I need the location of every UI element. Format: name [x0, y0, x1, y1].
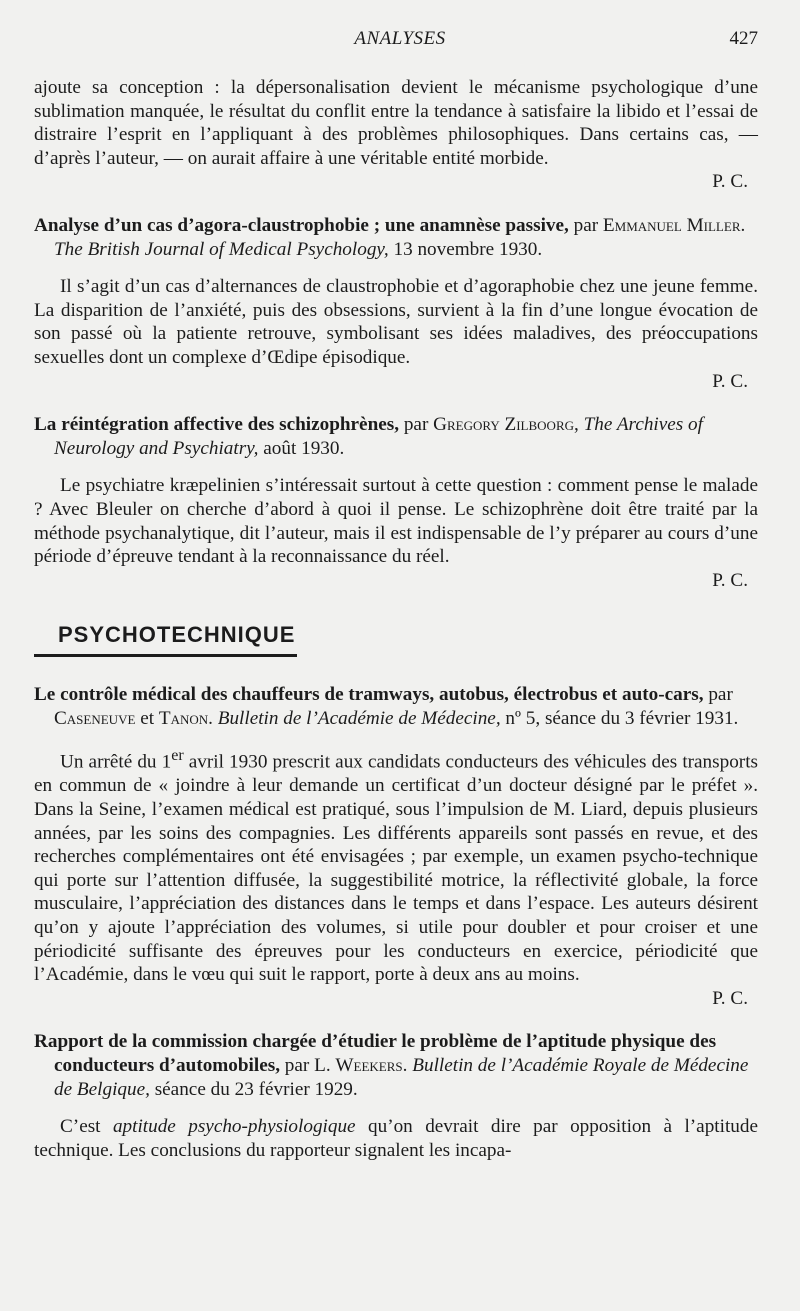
- entry-author-2: Tanon: [158, 707, 209, 729]
- entry-journal: The Archives of Neurology and Psychiatry,: [54, 414, 703, 459]
- entry-body: [34, 744, 758, 1010]
- signature: P. C.: [712, 171, 748, 193]
- entry-date: séance du 23 février 1929.: [149, 1078, 358, 1100]
- entry-title: Analyse d’un cas d’agora-claustrophobie ; une anamnèse passive,: [34, 214, 569, 236]
- entry-sep: ,: [574, 414, 584, 436]
- entry-journal: Bulletin de l’Académie de Médecine,: [217, 707, 501, 729]
- entry-body-text: Le psychiatre kræpelinien s’intéressait surtout à cette question : comment pense le malade ? Avec Bleuler on cherche d’abord à quoi il pense. Le schizophrène doit être traité par la méthode psychanalytique, dit l’auteur, mais il est indispensable de l’y préparer au cours d’une période d’épreuve tendant à la reconnaissance du réel.: [34, 475, 758, 568]
- entry-title: La réintégration affective des schizophrènes,: [34, 414, 400, 436]
- entry-date: août 1930.: [258, 437, 345, 459]
- section-heading: PSYCHOTECHNIQUE: [34, 622, 297, 657]
- entry-par: par: [703, 684, 733, 706]
- entry-par: par: [568, 214, 603, 236]
- entry-body-start: Un arrêté du 1: [60, 751, 172, 773]
- entry-body-sup: er: [171, 747, 184, 765]
- intro-text: ajoute sa conception : la dépersonalisation devient le mécanisme psychologique d’une sublimation manquée, le résultat du conflit entre la tendance à satisfaire la libido et l’essai de distraire l’esprit en l’appliquant à des problèmes philosophiques. Dans certains cas, — d’après l’auteur, — on aurait affaire à une véritable entité morbide.: [34, 77, 758, 169]
- entry-heading: [34, 214, 758, 261]
- review-entry-4: [34, 1030, 758, 1162]
- entry-par: par: [399, 414, 434, 436]
- signature: P. C.: [712, 569, 748, 591]
- running-head: ANALYSES: [354, 28, 446, 49]
- page-number: 427: [729, 28, 758, 49]
- review-entry-2: [34, 413, 758, 592]
- entry-et: et: [135, 707, 159, 729]
- entry-author: Emmanuel Miller: [602, 214, 741, 236]
- entry-author-1: Caseneuve: [54, 707, 136, 729]
- entry-body-em: aptitude psycho-physiologique: [112, 1116, 356, 1138]
- entry-date: 13 novembre 1930.: [388, 238, 543, 260]
- entry-author: Gregory Zilboorg: [433, 414, 575, 436]
- entry-heading: [34, 413, 758, 460]
- entry-par: par L.: [280, 1054, 336, 1076]
- page-header: [0, 28, 800, 56]
- entry-body: [34, 1115, 758, 1162]
- entry-heading: [34, 683, 758, 730]
- entry-journal: Bulletin de l’Académie Royale de Médecine de Belgique,: [54, 1054, 749, 1100]
- entry-sep: .: [208, 707, 218, 729]
- page-content: [34, 76, 758, 1162]
- review-entry-1: [34, 214, 758, 393]
- entry-date: nº 5, séance du 3 février 1931.: [500, 707, 739, 729]
- entry-journal: The British Journal of Medical Psychology,: [54, 238, 389, 260]
- entry-body: [34, 474, 758, 592]
- review-entry-3: [34, 683, 758, 1010]
- signature: P. C.: [712, 370, 748, 392]
- entry-heading: [34, 1030, 758, 1101]
- intro-paragraph: [34, 76, 758, 194]
- entry-sep: .: [740, 214, 746, 236]
- entry-body-start: C’est: [60, 1116, 113, 1138]
- entry-body-text: Il s’agit d’un cas d’alternances de claustrophobie et d’agoraphobie chez une jeune femme. La disparition de l’anxiété, puis des obsessions, survient à la fin d’une longue évocation de son passé où la patiente retrouve, symbolisant ses idées maladives, des préoccupations sexuelles dont un complexe d’Œdipe épisodique.: [34, 276, 758, 368]
- entry-body-rest: avril 1930 prescrit aux candidats conducteurs des véhicules des transports en commun de « joindre à leur demande un certificat d’un docteur désigné par le préfet ». Dans la Seine, l’examen médical est pratiqué, sous l’impulsion de M. Liard, depuis plusieurs années, par les soins des compagnies. Les différents appareils sont passés en revue, et des recherches complémentaires ont été envisagées ; par exemple, un examen psycho-technique qui porte sur l’attention diffusée, la suggestibilité motrice, la réflectivité globale, la force musculaire, l’appréciation des distances dans le temps et dans l’espace. Les auteurs désirent qu’on y ajoute l’appréciation des volumes, si utile pour doubler et pour croiser et une périodicité suffisante des épreuves pour les conducteurs en exercice, périodicité que l’Académie, dans le vœu qui suit le rapport, porte à deux ans au moins.: [34, 751, 758, 986]
- entry-title: Le contrôle médical des chauffeurs de tramways, autobus, électrobus et auto-cars,: [34, 684, 704, 706]
- entry-body-rest: qu’on devrait dire par opposition à l’aptitude technique. Les conclusions du rapporteur signalent les incapa-: [34, 1116, 758, 1161]
- signature: P. C.: [712, 987, 748, 1009]
- entry-body: [34, 275, 758, 393]
- entry-title: Rapport de la commission chargée d’étudier le problème de l’aptitude physique des conducteurs d’automobiles,: [34, 1031, 717, 1076]
- entry-author: Weekers: [335, 1054, 403, 1076]
- entry-sep: .: [402, 1054, 413, 1076]
